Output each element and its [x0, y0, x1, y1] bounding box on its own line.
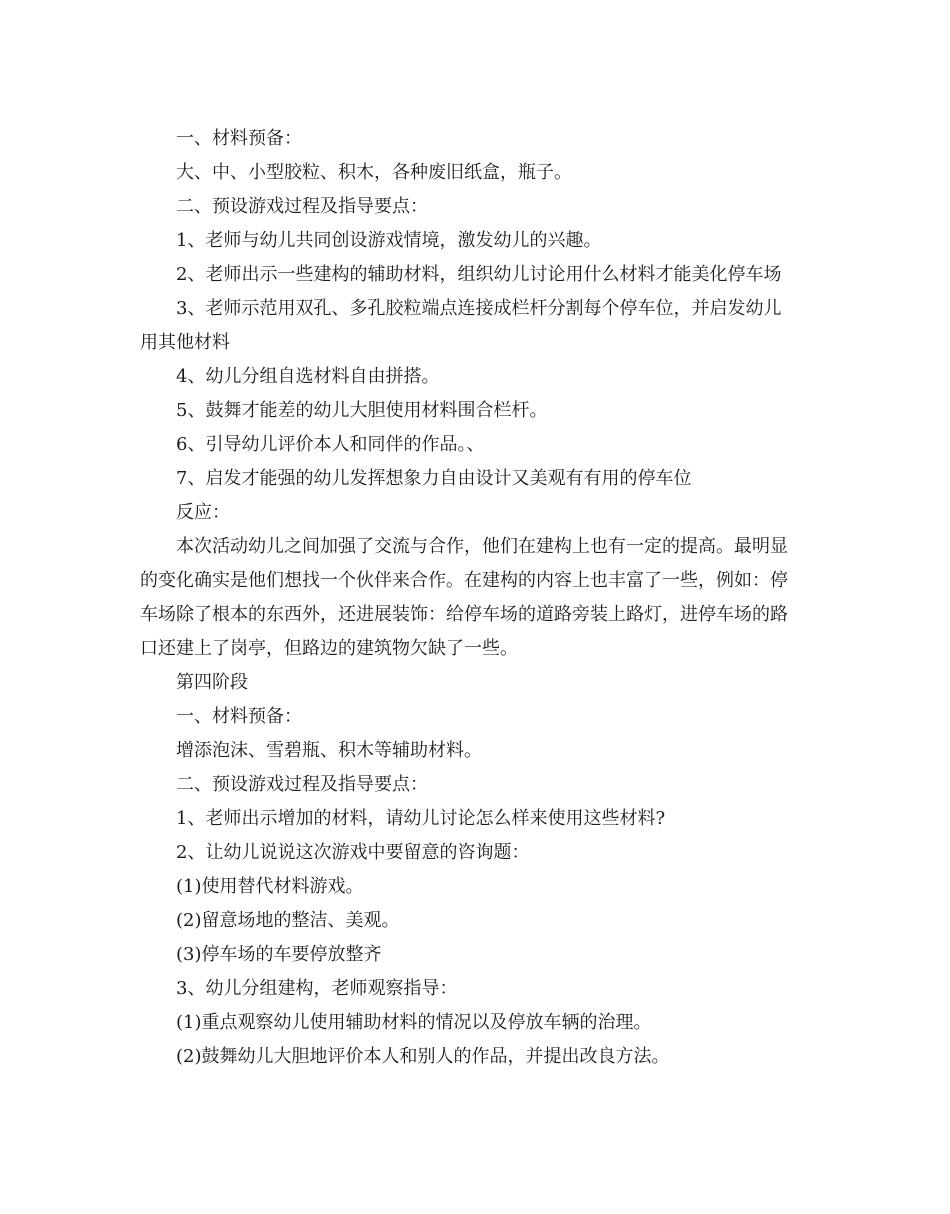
text-line: 6、引导幼儿评价本人和同伴的作品。、 [176, 434, 485, 455]
text-line: 二、预设游戏过程及指导要点： [176, 196, 428, 217]
text-line: 1、老师与幼儿共同创设游戏情境，激发幼儿的兴趣。 [176, 230, 602, 251]
text-line: (1)重点观察幼儿使用辅助材料的情况以及停放车辆的治理。 [176, 1012, 652, 1033]
text-line: 二、预设游戏过程及指导要点： [176, 774, 428, 795]
text-line: 5、鼓舞才能差的幼儿大胆使用材料围合栏杆。 [176, 400, 548, 421]
text-line: 2、老师出示一些建构的辅助材料，组织幼儿讨论用什么材料才能美化停车场 [176, 264, 782, 285]
text-line: 一、材料预备： [176, 128, 302, 149]
text-line: (2)鼓舞幼儿大胆地评价本人和别人的作品，并提出改良方法。 [176, 1046, 670, 1067]
text-line: 口还建上了岗亭，但路边的建筑物欠缺了一些。 [140, 638, 518, 659]
text-line: (3)停车场的车要停放整齐 [176, 944, 382, 965]
text-line: 2、让幼儿说说这次游戏中要留意的咨询题： [176, 842, 530, 863]
text-line: 一、材料预备： [176, 706, 302, 727]
text-line: (1)使用替代材料游戏。 [176, 876, 364, 897]
text-line: 车场除了根本的东西外，还进展装饰：给停车场的道路旁装上路灯，进停车场的路 [140, 604, 788, 625]
text-line: 3、老师示范用双孔、多孔胶粒端点连接成栏杆分割每个停车位，并启发幼儿 [176, 298, 782, 319]
text-line: 反应： [176, 502, 230, 523]
text-line: 4、幼儿分组自选材料自由拼搭。 [176, 366, 440, 387]
text-line: 用其他材料 [140, 332, 230, 353]
text-line: 大、中、小型胶粒、积木，各种废旧纸盒，瓶子。 [176, 162, 572, 183]
text-line: (2)留意场地的整洁、美观。 [176, 910, 400, 931]
text-line: 7、启发才能强的幼儿发挥想象力自由设计又美观有有用的停车位 [176, 468, 692, 489]
text-line: 1、老师出示增加的材料，请幼儿讨论怎么样来使用这些材料? [176, 808, 666, 829]
text-line: 增添泡沫、雪碧瓶、积木等辅助材料。 [176, 740, 482, 761]
section-heading: 第四阶段 [176, 672, 248, 693]
text-line: 本次活动幼儿之间加强了交流与合作，他们在建构上也有一定的提高。最明显 [176, 536, 788, 557]
document-page [140, 122, 816, 1074]
text-line: 3、幼儿分组建构，老师观察指导： [176, 978, 458, 999]
text-line: 的变化确实是他们想找一个伙伴来合作。在建构的内容上也丰富了一些，例如：停 [140, 570, 788, 591]
